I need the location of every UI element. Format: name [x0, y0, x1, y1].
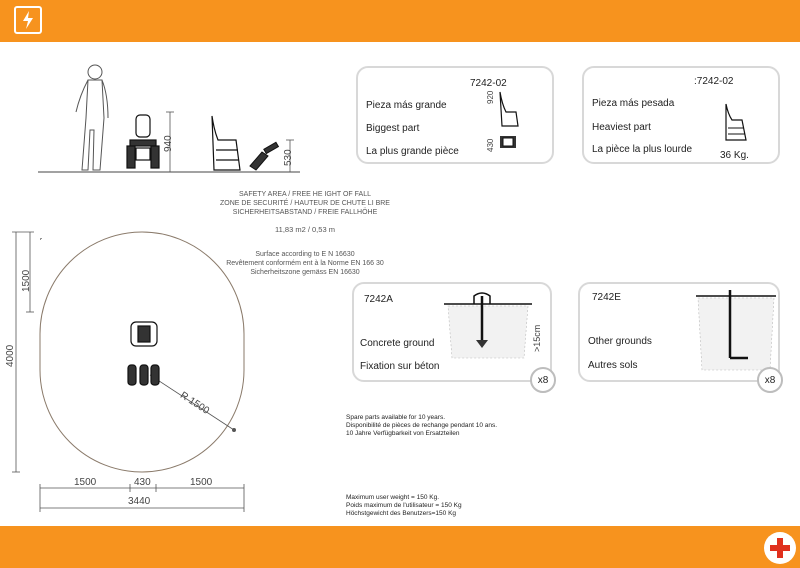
dim-bottom-430: 430: [134, 477, 151, 488]
max-weight-line: Poids maximum de l'utilisateur = 150 Kg: [346, 502, 462, 509]
concrete-count-badge: x8: [530, 367, 556, 393]
surface-line: Sicherheitszone gemäss EN 16630: [250, 269, 360, 276]
safety-area-outline: [40, 232, 244, 472]
biggest-part-card: [356, 66, 554, 164]
spare-parts-line: Spare parts available for 10 years.: [346, 414, 445, 421]
concrete-ground-card: [352, 282, 552, 382]
ground-anchor-diagram: [690, 288, 780, 374]
seat-side-view-icon: [212, 116, 240, 170]
dim-bottom-1500-left: 1500: [74, 477, 97, 488]
spare-parts-text: [346, 414, 497, 438]
height-530-label: 530: [283, 149, 294, 166]
heaviest-part-icon: [720, 102, 754, 146]
dim-bottom-1500-right: 1500: [190, 477, 213, 488]
biggest-part-label-fr: La plus grande pièce: [366, 146, 459, 157]
heaviest-part-label-fr: La pièce la plus lourde: [592, 144, 693, 155]
safety-title-line: SAFETY AREA / FREE HE IGHT OF FALL: [238, 191, 371, 198]
spare-parts-line: 10 Jahre Verfügbarkeit von Ersatzteilen: [346, 430, 460, 437]
height-940-label: 940: [163, 135, 174, 152]
concrete-code: 7242A: [364, 294, 393, 305]
dim-920-label: 920: [486, 90, 495, 104]
dim-1500-vertical: 1500: [21, 269, 32, 292]
spare-parts-line: Disponibilité de pièces de rechange pendant 10 ans.: [346, 422, 498, 429]
dim-430-label: 430: [486, 138, 495, 152]
biggest-part-label-en: Biggest part: [366, 123, 420, 134]
heaviest-part-code: :7242-02: [694, 76, 734, 87]
other-ground-code: 7242E: [592, 292, 621, 303]
dim-total-width: 3440: [128, 496, 151, 507]
max-weight-line: Höchstgewicht des Benutzers=150 Kg: [346, 510, 457, 517]
max-weight-line: Maximum user weight = 150 Kg.: [346, 494, 440, 501]
surface-line: Surface according to E N 16630: [255, 251, 355, 258]
surface-standard-text: [220, 250, 390, 277]
other-ground-label-fr: Autres sols: [588, 360, 638, 371]
safety-title-line: SICHERHEITSABSTAND / FREIE FALLHÖHE: [232, 209, 378, 216]
other-ground-card: [578, 282, 780, 382]
surface-line: Revêtement conformém ent à la Norme EN 166 30: [226, 260, 384, 267]
human-silhouette-icon: [76, 65, 108, 170]
seat-base-part-icon: [250, 142, 278, 170]
concrete-label-en: Concrete ground: [360, 338, 435, 349]
safety-area-title: [220, 190, 390, 217]
biggest-part-code: 7242-02: [470, 78, 507, 89]
heaviest-part-label-es: Pieza más pesada: [592, 98, 675, 109]
safety-title-line: ZONE DE SECURITÉ / HAUTEUR DE CHUTE LI BRE: [220, 200, 390, 207]
concrete-anchor-diagram: [444, 292, 534, 362]
radius-label: R 1500: [178, 390, 212, 417]
biggest-part-label-es: Pieza más grande: [366, 100, 447, 111]
heaviest-part-card: [582, 66, 780, 164]
biggest-part-icon: [492, 90, 532, 160]
equipment-plan-icon: [128, 322, 159, 385]
max-weight-text: [346, 494, 462, 518]
concrete-depth-label: >15cm: [532, 324, 542, 352]
other-ground-count-badge: x8: [757, 367, 783, 393]
seat-front-view-icon: [127, 115, 159, 168]
dim-4000-vertical: 4000: [5, 344, 16, 367]
heaviest-part-label-en: Heaviest part: [592, 122, 651, 133]
heaviest-part-weight: 36 Kg.: [720, 150, 749, 161]
concrete-label-fr: Fixation sur béton: [360, 361, 440, 372]
other-ground-label-en: Other grounds: [588, 336, 652, 347]
safety-area-value: 11,83 m2 / 0,53 m: [275, 225, 335, 234]
